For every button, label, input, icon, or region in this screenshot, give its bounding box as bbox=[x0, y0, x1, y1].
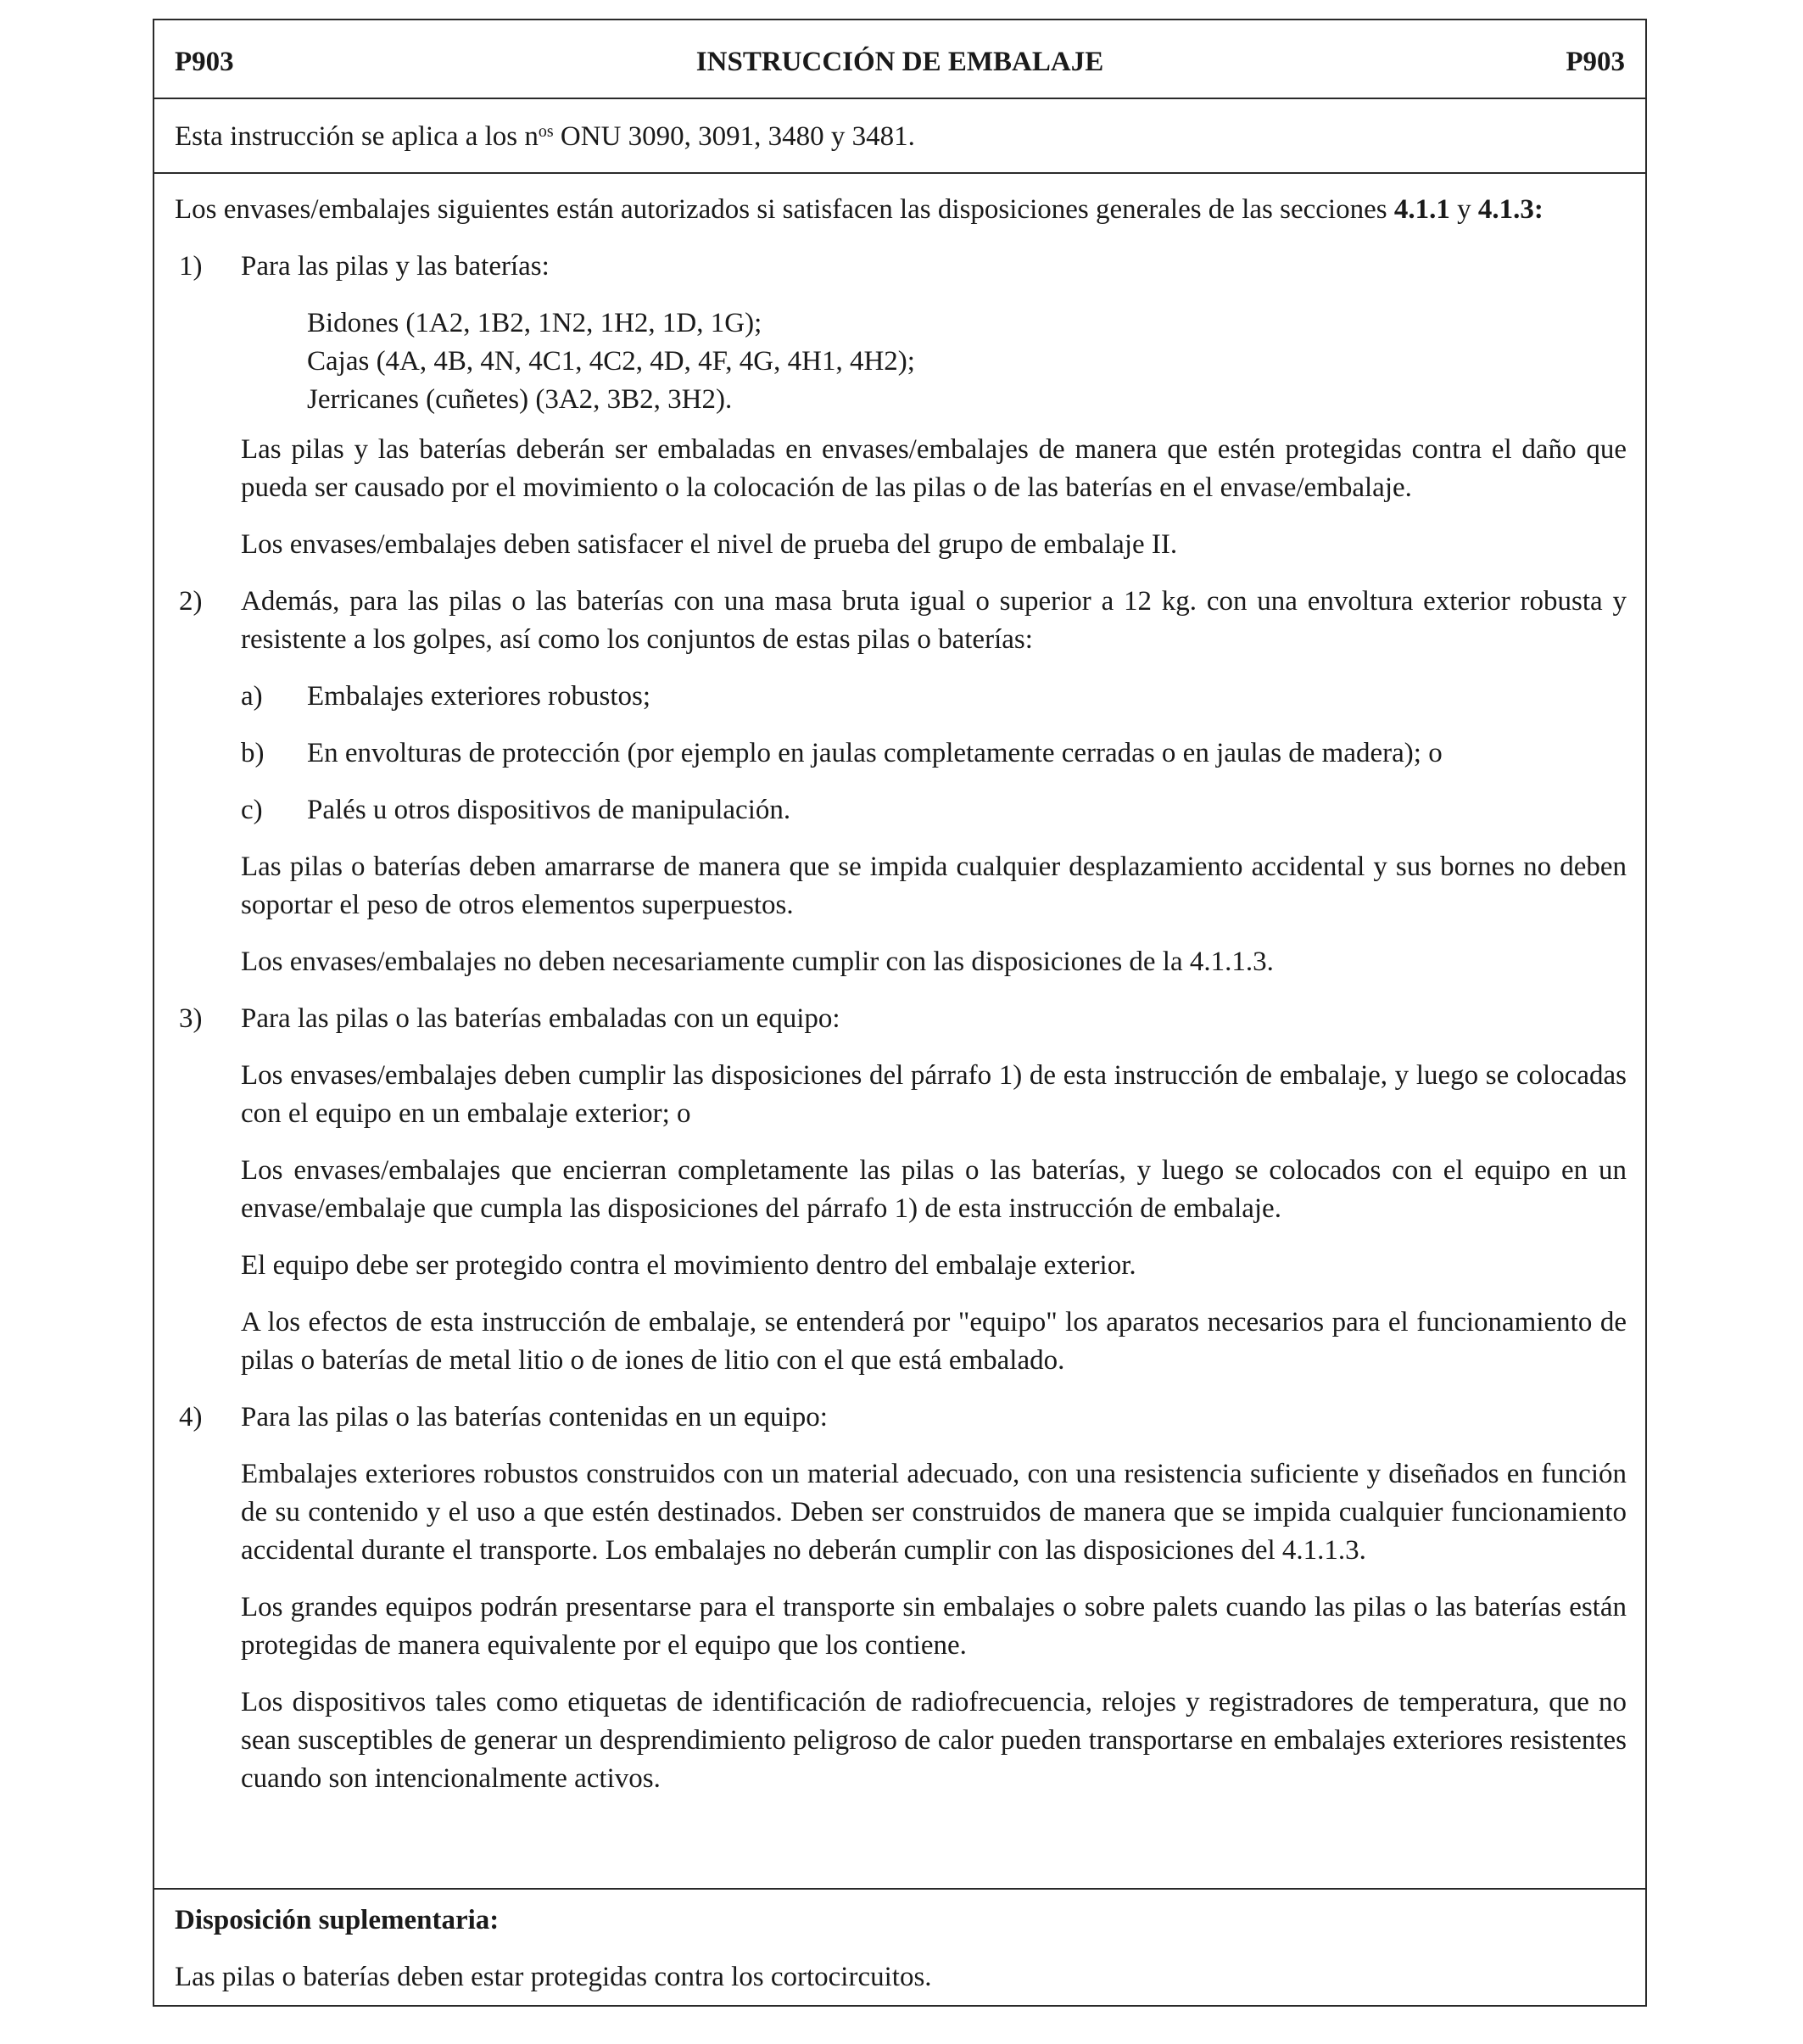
applies-superscript: os bbox=[538, 122, 554, 141]
intro-conjunction: y bbox=[1449, 194, 1478, 225]
subitem-a bbox=[241, 678, 1627, 716]
item-title: Para las pilas y las baterías: bbox=[241, 251, 550, 282]
item-number: 2) bbox=[179, 586, 203, 617]
item-paragraph: Los envases/embalajes que encierran completamente las pilas o las baterías, y luego se colocados con el equipo en un envase/embalaje que cumpla las disposiciones del párrafo 1) de esta instrucción de embalaje. bbox=[241, 1155, 1627, 1224]
instruction-title: INSTRUCCIÓN DE EMBALAJE bbox=[695, 47, 1104, 77]
item-paragraph: Los grandes equipos podrán presentarse para el transporte sin embalajes o sobre palets cuando las pilas o las baterías están protegidas de manera equivalente por el equipo que los contiene. bbox=[241, 1592, 1627, 1661]
main-provisions bbox=[154, 174, 1645, 1890]
subitem-label: a) bbox=[241, 681, 263, 712]
item-paragraph: Las pilas y las baterías deberán ser embaladas en envases/embalajes de manera que estén protegidas contra el daño que pueda ser causado por el movimiento o la colocación de las pilas o de las baterías en el envase/embalaje. bbox=[241, 434, 1627, 503]
instruction-code-right: P903 bbox=[1566, 47, 1625, 77]
subitem-c bbox=[241, 791, 1627, 829]
item-paragraph: Los envases/embalajes no deben necesariamente cumplir con las disposiciones de la 4.1.1.3. bbox=[241, 947, 1274, 977]
subitem-text: Palés u otros dispositivos de manipulación. bbox=[307, 795, 791, 825]
intro-ref-4-1-1: 4.1.1 bbox=[1393, 194, 1450, 225]
subitem-label: c) bbox=[241, 795, 263, 825]
item-paragraph: Los envases/embalajes deben satisfacer el nivel de prueba del grupo de embalaje II. bbox=[241, 529, 1178, 560]
supplementary-title: Disposición suplementaria: bbox=[175, 1905, 500, 1935]
intro-ref-4-1-3: 4.1.3: bbox=[1477, 194, 1543, 225]
subitem-label: b) bbox=[241, 738, 265, 768]
instruction-code-left: P903 bbox=[175, 47, 234, 77]
packing-instruction-table bbox=[153, 19, 1647, 2007]
packaging-list bbox=[241, 304, 1627, 419]
supplementary-text: Las pilas o baterías deben estar protegidas contra los cortocircuitos. bbox=[175, 1962, 932, 1992]
intro-paragraph bbox=[175, 191, 1627, 229]
item-3 bbox=[175, 1000, 1627, 1380]
item-number: 1) bbox=[179, 251, 203, 282]
intro-text: Los envases/embalajes siguientes están autorizados si satisfacen las disposiciones generales de las secciones bbox=[175, 194, 1394, 225]
packaging-boxes: Cajas (4A, 4B, 4N, 4C1, 4C2, 4D, 4F, 4G, 4H1, 4H2); bbox=[307, 346, 915, 377]
item-title: Para las pilas o las baterías embaladas con un equipo: bbox=[241, 1003, 840, 1034]
supplementary-provision bbox=[154, 1890, 1645, 2008]
item-title: Para las pilas o las baterías contenidas en un equipo: bbox=[241, 1402, 828, 1432]
applies-row bbox=[154, 99, 1645, 174]
item-title: Además, para las pilas o las baterías con una masa bruta igual o superior a 12 kg. con una envoltura exterior robusta y resistente a los golpes, así como los conjuntos de estas pilas o baterías: bbox=[241, 586, 1627, 655]
item-4 bbox=[175, 1399, 1627, 1798]
item-paragraph: Los dispositivos tales como etiquetas de identificación de radiofrecuencia, relojes y registradores de temperatura, que no sean susceptibles de generar un desprendimiento peligroso de calor pueden transportarse en embalajes exteriores resistentes cuando son intencionalmente activos. bbox=[241, 1687, 1627, 1794]
item-paragraph: El equipo debe ser protegido contra el movimiento dentro del embalaje exterior. bbox=[241, 1250, 1136, 1281]
subitem-text: Embalajes exteriores robustos; bbox=[307, 681, 651, 712]
item-number: 3) bbox=[179, 1003, 203, 1034]
item-paragraph: Embalajes exteriores robustos construidos con un material adecuado, con una resistencia suficiente y diseñados en función de su contenido y el uso a que estén destinados. Deben ser construidos de manera que se impida cualquier funcionamiento accidental durante el transporte. Los embalajes no deberán cumplir con las disposiciones del 4.1.1.3. bbox=[241, 1459, 1627, 1566]
applies-text: Esta instrucción se aplica a los n bbox=[175, 121, 539, 152]
subitem-b bbox=[241, 734, 1627, 773]
item-paragraph: Las pilas o baterías deben amarrarse de manera que se impida cualquier desplazamiento accidental y sus bornes no deben soportar el peso de otros elementos superpuestos. bbox=[241, 852, 1627, 920]
packaging-jerricans: Jerricanes (cuñetes) (3A2, 3B2, 3H2). bbox=[307, 384, 733, 415]
item-paragraph: Los envases/embalajes deben cumplir las disposiciones del párrafo 1) de esta instrucción de embalaje, y luego se colocadas con el equipo en un embalaje exterior; o bbox=[241, 1060, 1627, 1129]
item-2 bbox=[175, 583, 1627, 981]
item-number: 4) bbox=[179, 1402, 203, 1432]
item-1 bbox=[175, 248, 1627, 564]
header-row bbox=[154, 20, 1645, 99]
subitem-text: En envolturas de protección (por ejemplo en jaulas completamente cerradas o en jaulas de madera); o bbox=[307, 738, 1443, 768]
applies-un-numbers: ONU 3090, 3091, 3480 y 3481. bbox=[553, 121, 915, 152]
item-paragraph: A los efectos de esta instrucción de embalaje, se entenderá por "equipo" los aparatos necesarios para el funcionamiento de pilas o baterías de metal litio o de iones de litio con el que está embalado. bbox=[241, 1307, 1627, 1376]
packaging-drums: Bidones (1A2, 1B2, 1N2, 1H2, 1D, 1G); bbox=[307, 308, 762, 338]
